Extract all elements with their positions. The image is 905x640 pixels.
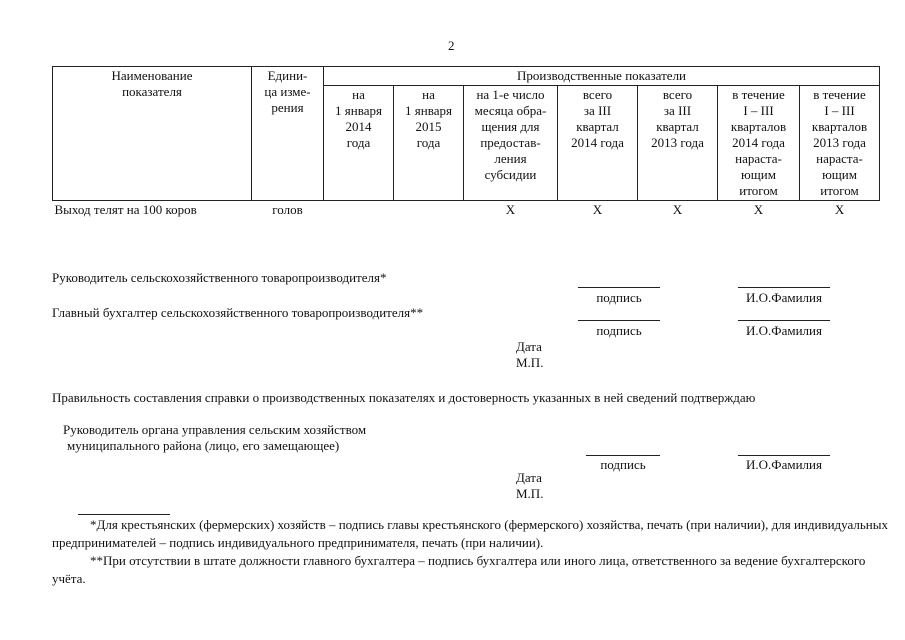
header-indicator-name: Наименование показателя <box>53 67 252 201</box>
stamp-label: М.П. <box>516 355 544 370</box>
row-value: Х <box>753 202 764 217</box>
header-col-month-of-application: на 1-е число месяца обра- щения для предостав- ления субсидии <box>464 86 558 201</box>
header-col-q1-q3-2014-cumulative: в течение I – III кварталов 2014 года нараста- ющим итогом <box>718 86 800 201</box>
footnote-separator <box>78 514 170 515</box>
row-value <box>324 201 394 220</box>
header-col-q3-2013: всего за III квартал 2013 года <box>638 86 718 201</box>
header-col-q1-q3-2013-cumulative: в течение I – III кварталов 2013 года нараста- ющим итогом <box>800 86 880 201</box>
authority-date-label: Дата <box>516 470 542 485</box>
footnote-1: *Для крестьянских (фермерских) хозяйств – подпись главы крестьянского (фермерского) хозяйства, печать (при наличии), для индивидуальных предпринимателей – подпись индивидуального предпринимателя, печать (при наличии). <box>52 517 888 550</box>
head-name-line[interactable] <box>738 287 830 288</box>
row-unit: голов <box>272 202 303 217</box>
confirmation-text: Правильность составления справки о производственных показателях и достоверность указанных в ней сведений подтверждаю <box>52 390 756 405</box>
header-unit: Едини- ца изме- рения <box>252 67 324 201</box>
authority-name-line[interactable] <box>738 455 830 456</box>
authority-signature-caption: подпись <box>600 457 646 472</box>
row-value: Х <box>834 202 845 217</box>
authority-stamp-label: М.П. <box>516 486 544 501</box>
page-number: 2 <box>448 38 455 53</box>
date-label: Дата <box>516 339 542 354</box>
authority-label-line2: муниципального района (лицо, его замещающее) <box>67 438 340 453</box>
accountant-signature-label: Главный бухгалтер сельскохозяйственного товаропроизводителя** <box>52 305 424 320</box>
accountant-name-caption: И.О.Фамилия <box>746 323 822 338</box>
accountant-name-line[interactable] <box>738 320 830 321</box>
head-signature-caption: подпись <box>596 290 642 305</box>
row-indicator-name: Выход телят на 100 коров <box>54 202 197 217</box>
authority-name-caption: И.О.Фамилия <box>746 457 822 472</box>
table-row <box>53 201 880 220</box>
authority-signature-line[interactable] <box>586 455 660 456</box>
row-value: Х <box>505 202 516 217</box>
header-col-jan-2015: на 1 января 2015 года <box>394 86 464 201</box>
row-value: Х <box>592 202 603 217</box>
accountant-signature-caption: подпись <box>596 323 642 338</box>
head-signature-label: Руководитель сельскохозяйственного товаропроизводителя* <box>52 270 387 285</box>
head-signature-line[interactable] <box>578 287 660 288</box>
row-value <box>394 201 464 220</box>
accountant-signature-line[interactable] <box>578 320 660 321</box>
header-col-q3-2014: всего за III квартал 2014 года <box>558 86 638 201</box>
head-name-caption: И.О.Фамилия <box>746 290 822 305</box>
production-indicators-table <box>52 66 880 219</box>
footnote-2: **При отсутствии в штате должности главного бухгалтера – подпись бухгалтера или иного лица, ответственного за ведение бухгалтерского учёта. <box>52 553 866 586</box>
header-production-indicators: Производственные показатели <box>324 67 880 86</box>
row-value: Х <box>672 202 683 217</box>
authority-label-line1: Руководитель органа управления сельским хозяйством <box>63 422 367 437</box>
header-col-jan-2014: на 1 января 2014 года <box>324 86 394 201</box>
